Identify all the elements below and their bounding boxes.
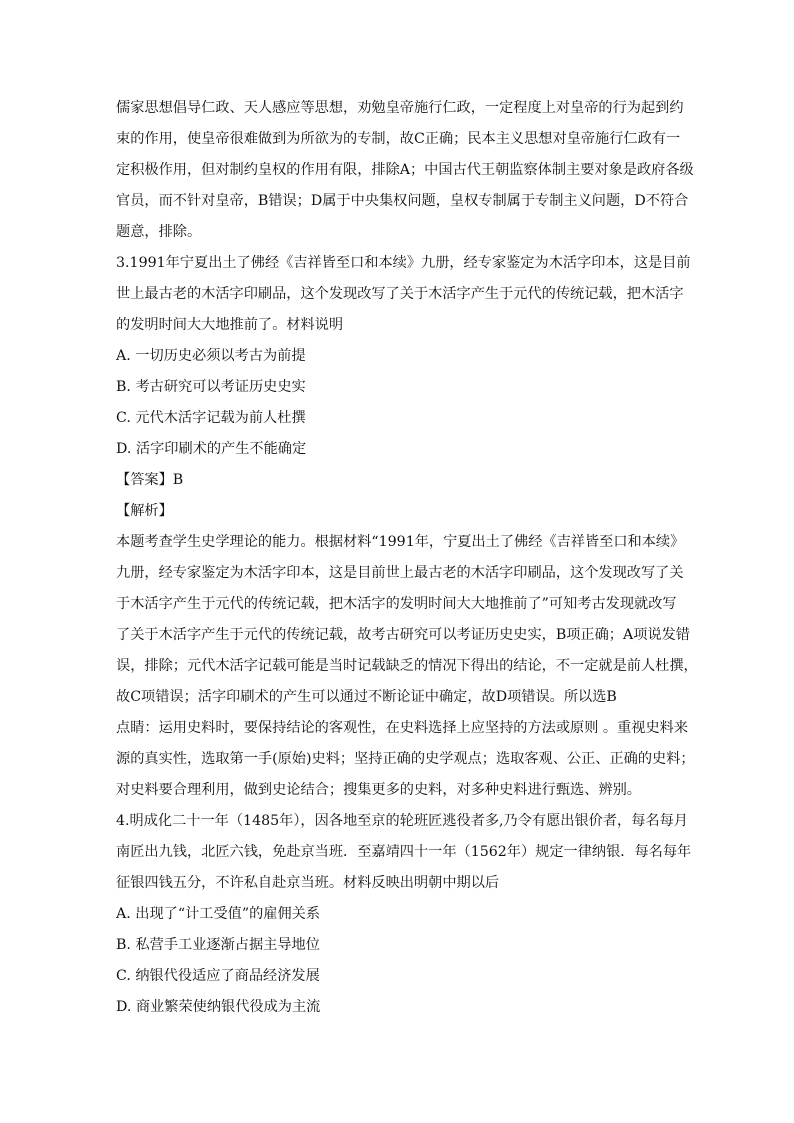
prev-analysis-continuation: [116, 93, 714, 248]
analysis-line: 于木活字产生于元代的传统记载，把木活字的发明时间大大地推前了”可知考古发现就改写: [116, 596, 677, 612]
analysis-line: 故C项错误；活字印刷术的产生可以通过不断论证中确定，故D项错误。所以选B: [116, 689, 617, 705]
option-b: B. 私营手工业逐渐占据主导地位: [116, 937, 320, 953]
answer-label: 【答案】B: [116, 472, 184, 488]
question-line: 4.明成化二十一年（1485年），因各地至京的轮班匠逃役者多,乃令有愿出银价者，每名每月: [116, 813, 688, 829]
option-d: D. 活字印刷术的产生不能确定: [116, 441, 307, 457]
text-line: 束的作用，使皇帝很难做到为所欲为的专制，故C正确；民本主义思想对皇帝施行仁政有一: [116, 131, 681, 147]
analysis-line: 误，排除；元代木活字记载可能是当时记载缺乏的情况下得出的结论，不一定就是前人杜撰，: [116, 658, 698, 674]
text-line: 官员，而不针对皇帝，B错误；D属于中央集权问题，皇权专制属于专制主义问题，D不符合: [116, 193, 689, 209]
option-d: D. 商业繁荣使纳银代役成为主流: [116, 999, 321, 1015]
question-3-stem: [116, 248, 714, 341]
analysis-line: 了关于木活字产生于元代的传统记载，故考古研究可以考证历史史实，B项正确；A项说发错: [116, 627, 690, 643]
analysis-heading: 【解析】: [116, 503, 173, 519]
tip-line: 源的真实性，选取第一手(原始)史料；坚持正确的史学观点；选取客观、公正、正确的史料；: [116, 751, 695, 767]
question-4-options: [116, 899, 714, 1023]
question-3-answer: [116, 465, 714, 527]
option-a: A. 一切历史必须以考古为前提: [116, 348, 306, 364]
option-b: B. 考古研究可以考证历史史实: [116, 379, 306, 395]
option-c: C. 纳银代役适应了商品经济发展: [116, 968, 320, 984]
question-3-analysis: [116, 527, 714, 806]
text-line: 儒家思想倡导仁政、天人感应等思想，劝勉皇帝施行仁政，一定程度上对皇帝的行为起到约: [116, 100, 684, 116]
analysis-line: 本题考查学生史学理论的能力。根据材料“1991年，宁夏出土了佛经《吉祥皆至口和本续》: [116, 534, 685, 550]
analysis-line: 九册，经专家鉴定为木活字印本，这是目前世上最古老的木活字印刷品，这个发现改写了关: [116, 565, 684, 581]
option-c: C. 元代木活字记载为前人杜撰: [116, 410, 306, 426]
tip-line: 点睛：运用史料时，要保持结论的客观性，在史料选择上应坚持的方法或原则 。重视史料来: [116, 720, 689, 736]
question-line: 的发明时间大大地推前了。材料说明: [116, 317, 344, 333]
question-line: 南匠出九钱，北匠六钱，免赴京当班．至嘉靖四十一年（1562年）规定一律纳银．每名每年: [116, 844, 692, 860]
question-line: 征银四钱五分，不许私自赴京当班。材料反映出明朝中期以后: [116, 875, 500, 891]
tip-line: 对史料要合理利用，做到史论结合；搜集更多的史料，对多种史料进行甄选、辨别。: [116, 782, 641, 798]
option-a: A. 出现了“计工受值”的雇佣关系: [116, 906, 321, 922]
question-3-options: [116, 341, 714, 465]
text-line: 题意，排除。: [116, 224, 202, 240]
question-line: 世上最古老的木活字印刷品，这个发现改写了关于木活字产生于元代的传统记载，把木活字: [116, 286, 684, 302]
question-4-stem: [116, 806, 714, 899]
question-line: 3.1991年宁夏出土了佛经《吉祥皆至口和本续》九册，经专家鉴定为木活字印本，这是目前: [116, 255, 691, 271]
text-line: 定积极作用，但对制约皇权的作用有限，排除A；中国古代王朝监察体制主要对象是政府各级: [116, 162, 694, 178]
